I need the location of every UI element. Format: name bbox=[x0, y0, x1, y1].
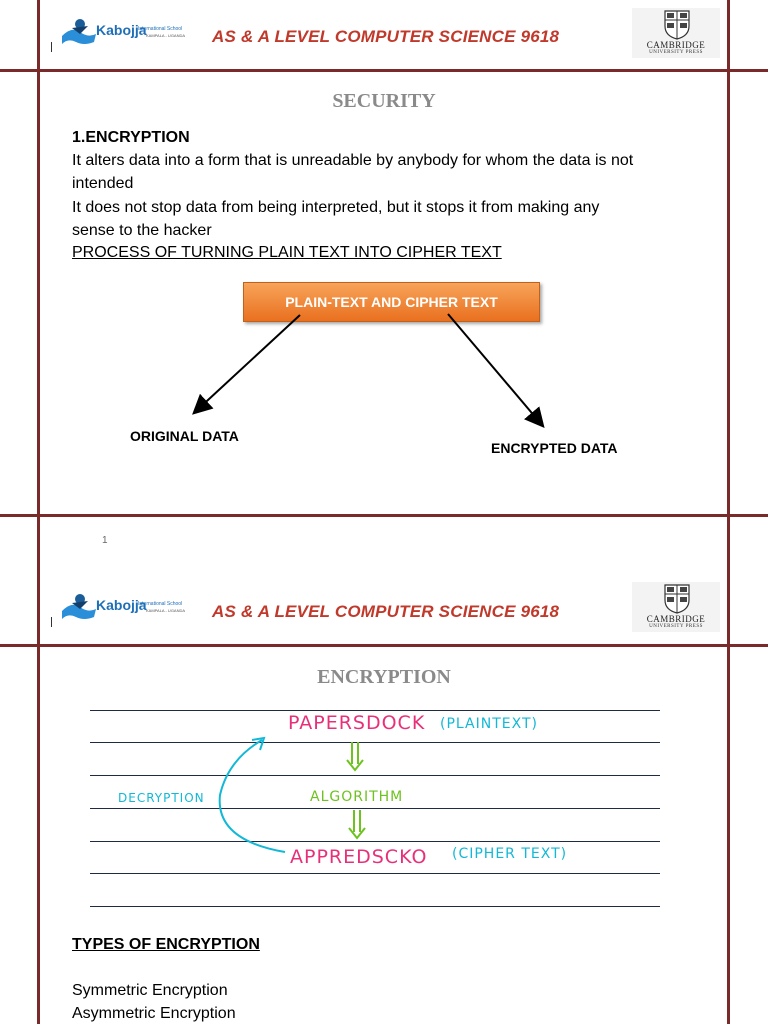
cambridge-logo-text-2: CAMBRIDGE bbox=[646, 614, 706, 624]
school-logo-text-2: Kabojja bbox=[96, 597, 147, 613]
handwritten-plaintext-note: (PLAINTEXT) bbox=[440, 716, 538, 732]
plaintext-ciphertext-box-label: PLAIN-TEXT AND CIPHER TEXT bbox=[285, 294, 498, 310]
encryption-type-asymmetric: Asymmetric Encryption bbox=[72, 1005, 236, 1022]
school-logo-sub: International School bbox=[138, 26, 183, 32]
header-title: AS & A LEVEL COMPUTER SCIENCE 9618 bbox=[212, 27, 560, 46]
school-logo-location-2: KAMPALA - UGANDA bbox=[146, 608, 186, 613]
school-logo-location: KAMPALA - UGANDA bbox=[146, 33, 186, 38]
types-of-encryption-heading: TYPES OF ENCRYPTION bbox=[72, 936, 260, 953]
paragraph1-line1: It alters data into a form that is unreadable by anybody for whom the data is not bbox=[72, 152, 634, 169]
cambridge-logo-sub: UNIVERSITY PRESS bbox=[649, 50, 703, 55]
encrypted-data-label: ENCRYPTED DATA bbox=[491, 440, 618, 456]
section-title-security: SECURITY bbox=[332, 90, 436, 112]
encryption-type-symmetric: Symmetric Encryption bbox=[72, 982, 228, 999]
paragraph2-line2: sense to the hacker bbox=[72, 222, 212, 239]
original-data-label: ORIGINAL DATA bbox=[130, 428, 239, 444]
handwritten-ciphertext-note: (CIPHER TEXT) bbox=[452, 846, 568, 862]
decryption-curve-arrow bbox=[220, 740, 285, 852]
section-title-encryption: ENCRYPTION bbox=[317, 666, 451, 688]
handwritten-ciphertext-word: APPREDSCKO bbox=[290, 846, 428, 868]
process-heading: PROCESS OF TURNING PLAIN TEXT INTO CIPHER TEXT bbox=[72, 244, 502, 261]
header-title-2: AS & A LEVEL COMPUTER SCIENCE 9618 bbox=[212, 602, 560, 621]
school-logo-text: Kabojja bbox=[96, 22, 147, 38]
handwritten-plaintext-word: PAPERSDOCK bbox=[288, 712, 426, 734]
paragraph1-line2: intended bbox=[72, 175, 134, 192]
page-number: 1 bbox=[102, 535, 108, 546]
green-down-arrow-1 bbox=[347, 742, 363, 770]
handwritten-decryption: DECRYPTION bbox=[118, 791, 205, 805]
cambridge-logo-sub-2: UNIVERSITY PRESS bbox=[649, 624, 703, 629]
handwritten-algorithm: ALGORITHM bbox=[310, 789, 404, 805]
cambridge-logo-text: CAMBRIDGE bbox=[646, 40, 706, 50]
school-logo-sub-2: International School bbox=[138, 601, 183, 607]
paragraph2-line1: It does not stop data from being interpreted, but it stops it from making any bbox=[72, 199, 600, 216]
encryption-heading: 1.ENCRYPTION bbox=[72, 129, 190, 146]
green-down-arrow-2 bbox=[349, 810, 365, 838]
